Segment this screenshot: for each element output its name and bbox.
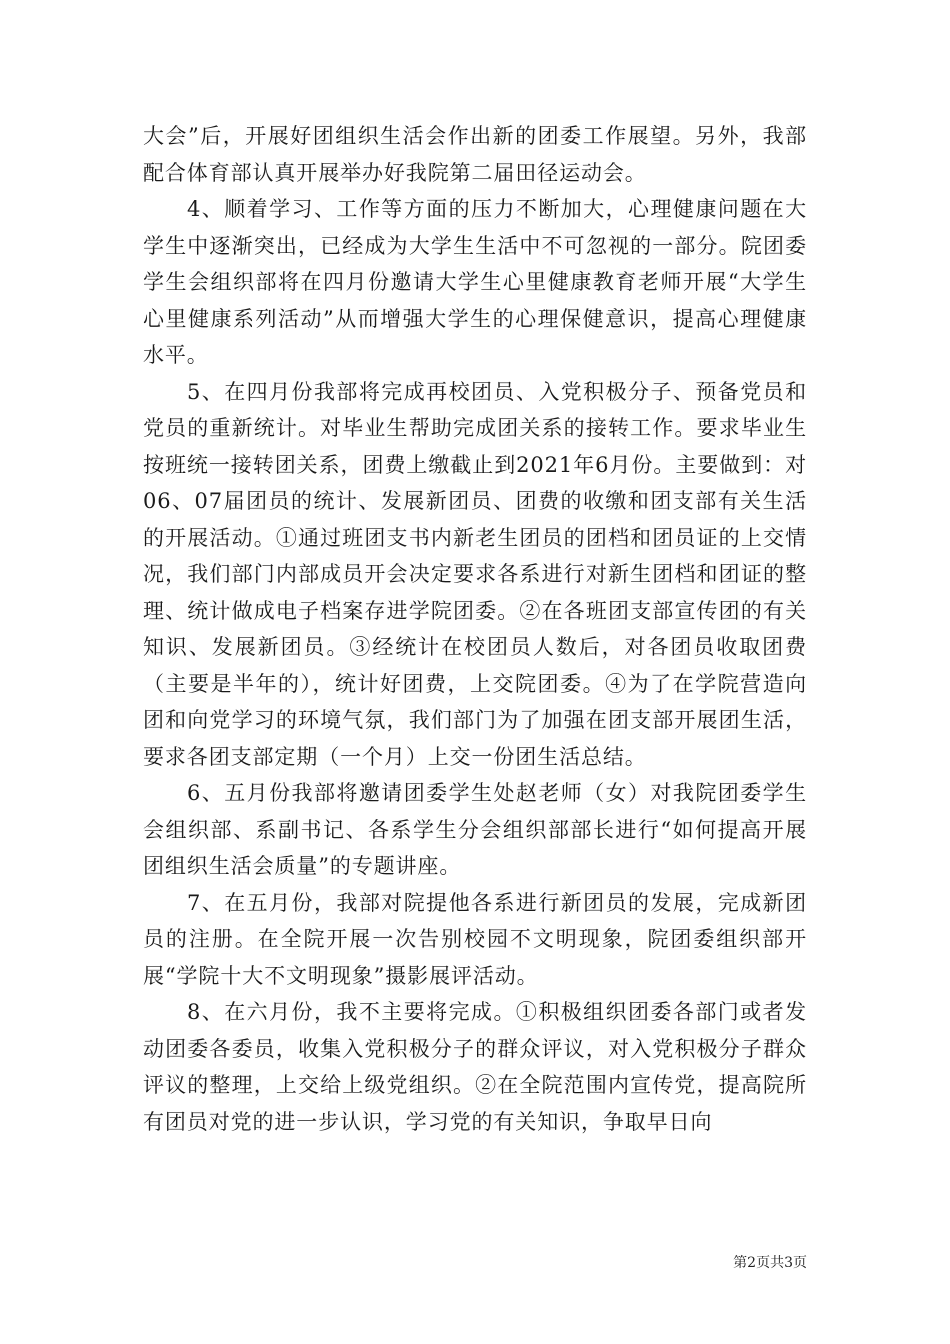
document-body	[143, 118, 807, 1140]
paragraph-item-5: 5、在四月份我部将完成再校团员、入党积极分子、预备党员和党员的重新统计。对毕业生帮助完成团关系的接转工作。要求毕业生按班统一接转团关系，团费上缴截止到2021年6月份。主要做到：对06、07届团员的统计、发展新团员、团费的收缴和团支部有关生活的开展活动。①通过班团支书内新老生团员的团档和团员证的上交情况，我们部门内部成员开会决定要求各系进行对新生团档和团证的整理、统计做成电子档案存进学院团委。②在各班团支部宣传团的有关知识、发展新团员。③经统计在校团员人数后，对各团员收取团费（主要是半年的），统计好团费，上交院团委。④为了在学院营造向团和向党学习的环境气氛，我们部门为了加强在团支部开展团生活，要求各团支部定期（一个月）上交一份团生活总结。	[143, 379, 807, 769]
page-number: 第2页共3页	[733, 1255, 807, 1271]
paragraph-item-8: 8、在六月份，我不主要将完成。①积极组织团委各部门或者发动团委各委员，收集入党积极分子的群众评议，对入党积极分子群众评议的整理，上交给上级党组织。②在全院范围内宣传党，提高院所有团员对党的进一步认识，学习党的有关知识，争取早日向	[143, 1000, 807, 1134]
paragraph-continued: 大会”后，开展好团组织生活会作出新的团委工作展望。另外，我部配合体育部认真开展举办好我院第二届田径运动会。	[143, 124, 807, 185]
paragraph-item-7: 7、在五月份，我部对院提他各系进行新团员的发展，完成新团员的注册。在全院开展一次告别校园不文明现象，院团委组织部开展“学院十大不文明现象”摄影展评活动。	[143, 890, 807, 988]
paragraph-item-4: 4、顺着学习、工作等方面的压力不断加大，心理健康问题在大学生中逐渐突出，已经成为大学生生活中不可忽视的一部分。院团委学生会组织部将在四月份邀请大学生心里健康教育老师开展“大学生心里健康系列活动”从而增强大学生的心理保健意识，提高心理健康水平。	[143, 197, 807, 367]
paragraph-item-6: 6、五月份我部将邀请团委学生处赵老师（女）对我院团委学生会组织部、系副书记、各系学生分会组织部部长进行“如何提高开展团组织生活会质量”的专题讲座。	[143, 781, 807, 878]
